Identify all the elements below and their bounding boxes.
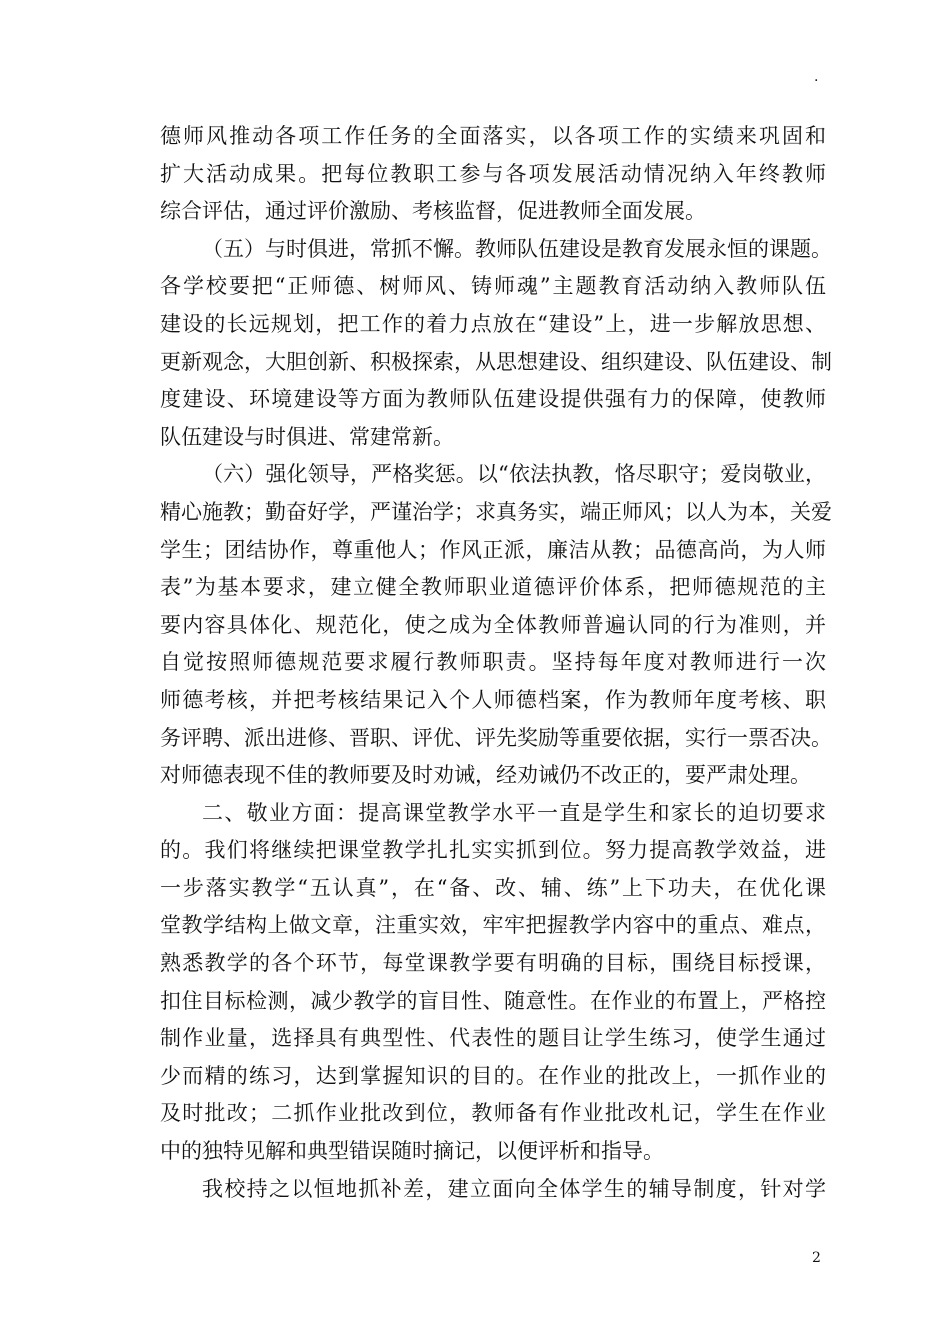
text-line: 及时批改；二抓作业批改到位，教师备有作业批改札记，学生在作业	[160, 1101, 826, 1126]
page-number: 2	[812, 1250, 821, 1266]
paragraph	[160, 1171, 826, 1209]
header-corner-mark: .	[814, 69, 819, 85]
text-line: 熟悉教学的各个环节，每堂课教学要有明确的目标，围绕目标授课，	[160, 951, 826, 976]
text-line: 师德考核，并把考核结果记入个人师德档案，作为教师年度考核、职	[160, 687, 826, 712]
text-line: 学生；团结协作，尊重他人；作风正派，廉洁从教；品德高尚，为人师	[160, 537, 826, 562]
paragraph	[160, 795, 826, 1171]
text-line: （六）强化领导，严格奖惩。以“依法执教，恪尽职守；爱岗敬业，	[202, 462, 826, 487]
text-line: 要内容具体化、规范化，使之成为全体教师普遍认同的行为准则，并	[160, 612, 826, 637]
text-line: 表”为基本要求，建立健全教师职业道德评价体系，把师德规范的主	[160, 575, 826, 600]
text-line: 综合评估，通过评价激励、考核监督，促进教师全面发展。	[160, 199, 706, 224]
text-line: 少而精的练习，达到掌握知识的目的。在作业的批改上，一抓作业的	[160, 1063, 826, 1088]
text-line: 德师风推动各项工作任务的全面落实，以各项工作的实绩来巩固和	[160, 124, 826, 148]
text-line: 队伍建设与时俱进、常建常新。	[160, 424, 454, 449]
text-line: 精心施教；勤奋好学，严谨治学；求真务实，端正师风；以人为本，关爱	[160, 499, 832, 524]
text-line: 的。我们将继续把课堂教学扎扎实实抓到位。努力提高教学效益，进	[160, 838, 826, 863]
paragraph	[160, 456, 832, 794]
text-line: 扣住目标检测，减少教学的盲目性、随意性。在作业的布置上，严格控	[160, 988, 826, 1013]
paragraph	[160, 231, 832, 457]
text-line: 对师德表现不佳的教师要及时劝诫，经劝诫仍不改正的，要严肃处理。	[160, 763, 811, 788]
text-line: 更新观念，大胆创新、积极探索，从思想建设、组织建设、队伍建设、制	[160, 349, 832, 374]
text-line: 各学校要把“正师德、树师风、铸师魂”主题教育活动纳入教师队伍	[160, 274, 826, 299]
text-line: 二、敬业方面：提高课堂教学水平一直是学生和家长的迫切要求	[202, 800, 826, 825]
paragraph	[160, 118, 826, 231]
text-line: 度建设、环境建设等方面为教师队伍建设提供强有力的保障，使教师	[160, 387, 826, 412]
text-line: 自觉按照师德规范要求履行教师职责。坚持每年度对教师进行一次	[160, 650, 826, 675]
text-line: 一步落实教学“五认真”，在“备、改、辅、练”上下功夫，在优化课	[160, 875, 826, 900]
document-body	[160, 118, 832, 1208]
text-line: 扩大活动成果。把每位教职工参与各项发展活动情况纳入年终教师	[160, 161, 826, 186]
text-line: （五）与时俱进，常抓不懈。教师队伍建设是教育发展永恒的课题。	[202, 236, 832, 261]
text-line: 中的独特见解和典型错误随时摘记，以便评析和指导。	[160, 1139, 664, 1164]
text-line: 建设的长远规划，把工作的着力点放在“建设”上，进一步解放思想、	[160, 311, 826, 336]
text-line: 我校持之以恒地抓补差，建立面向全体学生的辅导制度，针对学	[202, 1176, 826, 1201]
text-line: 堂教学结构上做文章，注重实效，牢牢把握教学内容中的重点、难点，	[160, 913, 826, 938]
text-line: 制作业量，选择具有典型性、代表性的题目让学生练习，使学生通过	[160, 1026, 826, 1051]
text-line: 务评聘、派出进修、晋职、评优、评先奖励等重要依据，实行一票否决。	[160, 725, 832, 750]
